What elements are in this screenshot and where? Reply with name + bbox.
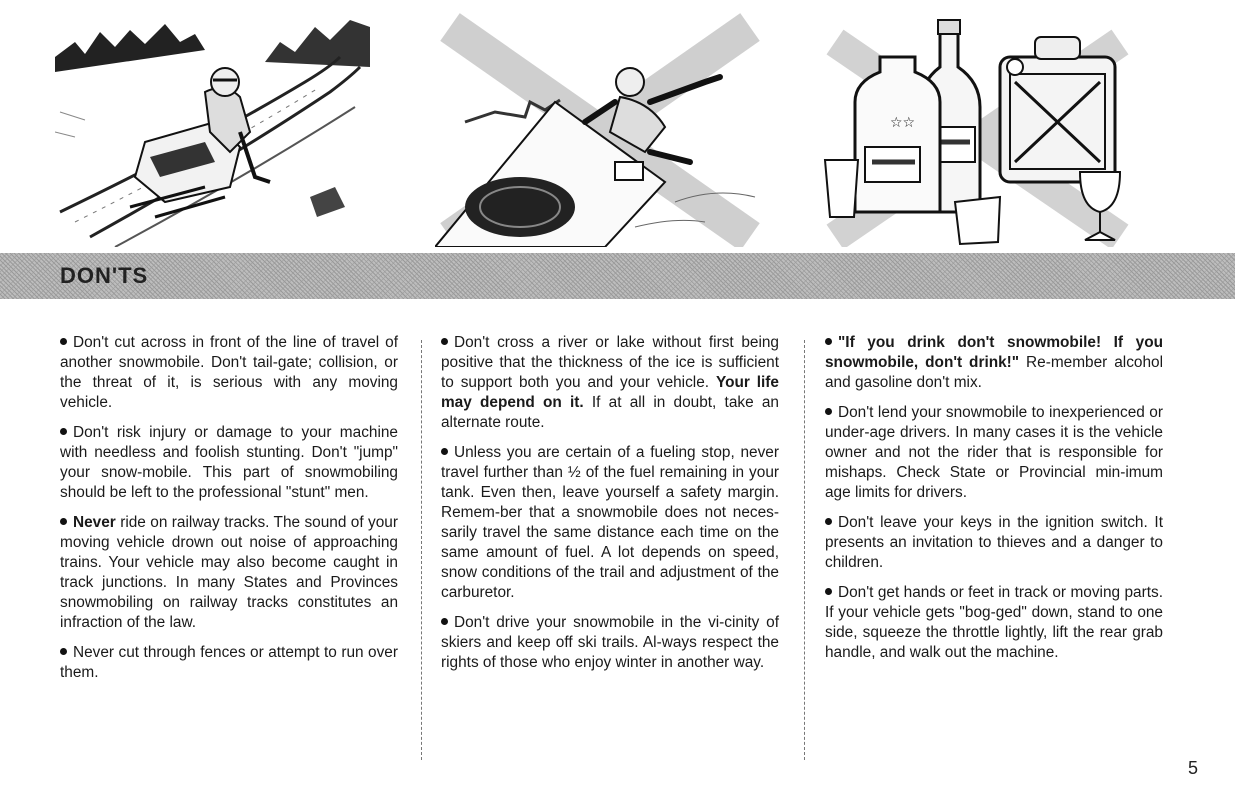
- list-item: [825, 403, 1163, 503]
- page-number: 5: [1188, 758, 1199, 778]
- list-item: [60, 423, 398, 503]
- list-item: [441, 333, 779, 433]
- ice-accident-drawing: [435, 12, 765, 247]
- alcohol-gasoline-drawing: [820, 12, 1135, 247]
- illustration-fall-through-ice: [435, 12, 765, 247]
- paragraph-emphasis: Your life may depend on it.: [441, 374, 779, 411]
- column-divider: [421, 340, 422, 760]
- section-title: DON'TS: [60, 263, 149, 288]
- bullet-icon: [60, 648, 67, 655]
- list-item: [441, 613, 779, 673]
- paragraph-text: Don't cut across in front of the line of travel of another snowmobile. Don't tail-gate; collision, or the threat of it, is serious with any moving vehicle.: [60, 334, 398, 411]
- bullet-icon: [60, 518, 67, 525]
- bullet-icon: [441, 448, 448, 455]
- bullet-icon: [825, 338, 832, 345]
- bullet-icon: [60, 338, 67, 345]
- column-3: [825, 333, 1163, 673]
- bullet-icon: [60, 428, 67, 435]
- column-2: [441, 333, 779, 683]
- paragraph-text: Don't cross a river or lake without first being positive that the thickness of the ice is sufficient to support both you and your vehicle.: [441, 334, 779, 391]
- list-item: [825, 583, 1163, 663]
- bullet-icon: [825, 518, 832, 525]
- list-item: [441, 443, 779, 603]
- paragraph-text: Never cut through fences or attempt to run over them.: [60, 644, 398, 681]
- bullet-icon: [825, 588, 832, 595]
- paragraph-text: If at all in doubt, take an alternate route.: [441, 394, 779, 431]
- list-item: [825, 513, 1163, 573]
- bullet-icon: [825, 408, 832, 415]
- list-item: [825, 333, 1163, 393]
- paragraph-text: Don't lend your snowmobile to inexperienced or under-age drivers. In many cases it is the vehicle owner and not the rider that is responsible for mishaps. Check State or Provincial min-imum age limits for drivers.: [825, 404, 1163, 501]
- paragraph-text: Don't get hands or feet in track or moving parts. If your vehicle gets "bog-ged" down, stand to one side, squeeze the throttle lightly, lift the rear grab handle, and walk out the machine.: [825, 584, 1163, 661]
- list-item: [60, 513, 398, 633]
- svg-text:☆☆: ☆☆: [890, 115, 916, 131]
- bullet-icon: [441, 618, 448, 625]
- paragraph-text: Don't leave your keys in the ignition switch. It presents an invitation to thieves and a danger to children.: [825, 514, 1163, 571]
- illustration-alcohol-and-gasoline: [820, 12, 1135, 247]
- list-item: [60, 333, 398, 413]
- illustration-snowmobile-on-tracks: [55, 12, 370, 247]
- paragraph-emphasis: "If you drink don't snowmobile! If you snowmobile, don't drink!": [825, 334, 1163, 371]
- paragraph-text: Don't risk injury or damage to your machine with needless and foolish stunting. Don't "jump" your snow-mobile. This part of snowmobiling should be left to the professional "stunt" men.: [60, 424, 398, 501]
- paragraph-text: Unless you are certain of a fueling stop, never travel further than ½ of the fuel remaining in your tank. Even then, leave yourself a safety margin. Remem-ber that a snowmobile does not neces-sarily travel the same distance each time on the same amount of fuel. A lot depends on speed, snow conditions of the trail and adjustment of the carburetor.: [441, 444, 779, 601]
- paragraph-text: ride on railway tracks. The sound of your moving vehicle drown out noise of approaching trains. Your vehicle may also become caught in track junctions. In many States and Provinces snowmobiling on railway tracks constitutes an infraction of the law.: [60, 514, 398, 631]
- bullet-icon: [441, 338, 448, 345]
- column-1: [60, 333, 398, 693]
- column-divider: [804, 340, 805, 760]
- paragraph-emphasis: Never: [73, 514, 116, 531]
- snowmobile-tracks-drawing: [55, 12, 370, 247]
- list-item: [60, 643, 398, 683]
- paragraph-text: Re-member alcohol and gasoline don't mix.: [825, 354, 1163, 391]
- donts-banner: [0, 253, 1235, 299]
- paragraph-text: Don't drive your snowmobile in the vi-cinity of skiers and keep off ski trails. Al-ways respect the rights of those who enjoy winter in another way.: [441, 614, 779, 671]
